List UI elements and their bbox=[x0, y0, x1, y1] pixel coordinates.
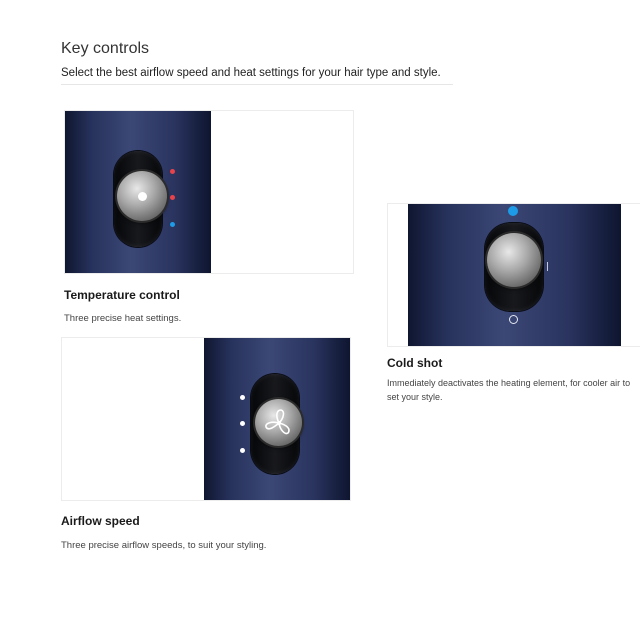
temperature-control-image bbox=[64, 110, 354, 274]
divider bbox=[61, 84, 453, 85]
cold-shot-button-icon[interactable] bbox=[487, 233, 541, 287]
card-description-airflow: Three precise airflow speeds, to suit your styling. bbox=[61, 540, 267, 551]
card-title-airflow: Airflow speed bbox=[61, 514, 140, 528]
page-subtitle: Select the best airflow speed and heat settings for your hair type and style. bbox=[61, 67, 441, 79]
card-title-cold-shot: Cold shot bbox=[387, 356, 443, 370]
heat-indicator-dot bbox=[170, 222, 175, 227]
cold-shot-ring-icon bbox=[509, 315, 518, 324]
speed-indicator-dot bbox=[240, 395, 245, 400]
heat-indicator-dot bbox=[170, 169, 175, 174]
speed-indicator-dot bbox=[240, 448, 245, 453]
switch-mark bbox=[547, 262, 548, 271]
heat-indicator-dot bbox=[170, 195, 175, 200]
card-description-cold-shot: Immediately deactivates the heating element, for cooler air to set your style. bbox=[387, 378, 631, 402]
cold-shot-indicator-dot bbox=[508, 206, 518, 216]
fan-icon bbox=[261, 405, 297, 441]
card-title-temperature: Temperature control bbox=[64, 288, 180, 302]
card-description-temperature: Three precise heat settings. bbox=[64, 313, 182, 324]
dial-center-dot bbox=[138, 192, 147, 201]
speed-indicator-dot bbox=[240, 421, 245, 426]
cold-shot-image bbox=[387, 203, 640, 347]
page-title: Key controls bbox=[61, 40, 150, 57]
airflow-speed-image bbox=[61, 337, 351, 501]
